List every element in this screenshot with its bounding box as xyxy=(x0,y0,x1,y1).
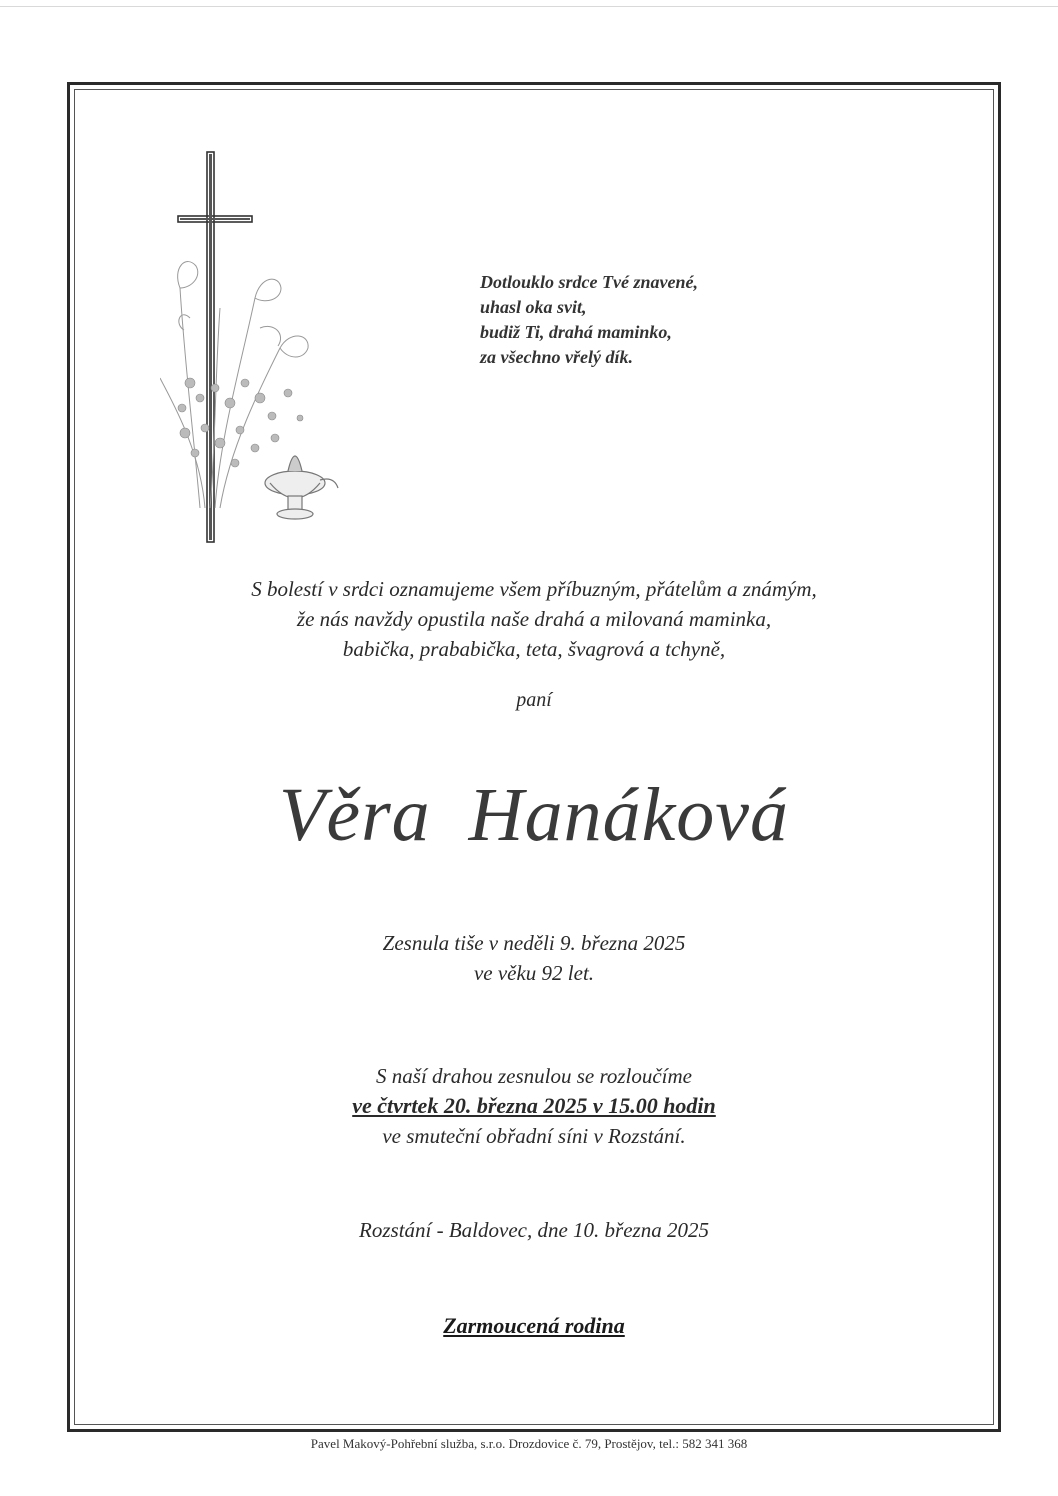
announcement-line: babička, prababička, teta, švagrová a tchyně, xyxy=(342,637,726,661)
ceremony-location: ve smuteční obřadní síni v Rozstání. xyxy=(382,1124,686,1148)
poem-line: budiž Ti, drahá maminko, xyxy=(480,322,672,342)
family-signature: Zarmoucená rodina xyxy=(443,1313,625,1338)
age-line: ve věku 92 let. xyxy=(473,961,595,985)
cross-icon xyxy=(178,152,252,542)
poem-line: uhasl oka svit, xyxy=(480,297,587,317)
place-and-date: Rozstání - Baldovec, dne 10. března 2025 xyxy=(359,1218,709,1242)
funeral-ceremony-details xyxy=(110,1061,958,1151)
honorific-title: paní xyxy=(516,689,552,711)
announcement-line: S bolestí v srdci oznamujeme všem příbuzným, přátelům a známým, xyxy=(251,577,817,601)
poem-line: Dotlouklo srdce Tvé znavené, xyxy=(480,272,698,292)
ceremony-intro: S naší drahou zesnulou se rozloučíme xyxy=(376,1064,692,1088)
oil-lamp-icon xyxy=(265,456,338,519)
announcement-text xyxy=(110,574,958,664)
ceremony-datetime: ve čtvrtek 20. března 2025 v 15.00 hodin xyxy=(352,1093,716,1118)
death-details xyxy=(110,928,958,988)
announcement-line: že nás navždy opustila naše drahá a milovaná maminka, xyxy=(296,607,772,631)
deceased-name: Věra Hanáková xyxy=(278,773,790,857)
top-rule xyxy=(0,6,1058,7)
cross-with-flowers-and-lamp-icon xyxy=(160,148,340,548)
memorial-poem xyxy=(480,270,840,370)
poem-line: za všechno vřelý dík. xyxy=(480,347,633,367)
funeral-service-footer: Pavel Makový-Pohřební služba, s.r.o. Drozdovice č. 79, Prostějov, tel.: 582 341 368 xyxy=(310,1436,748,1451)
death-date-line: Zesnula tiše v neděli 9. března 2025 xyxy=(382,931,686,955)
